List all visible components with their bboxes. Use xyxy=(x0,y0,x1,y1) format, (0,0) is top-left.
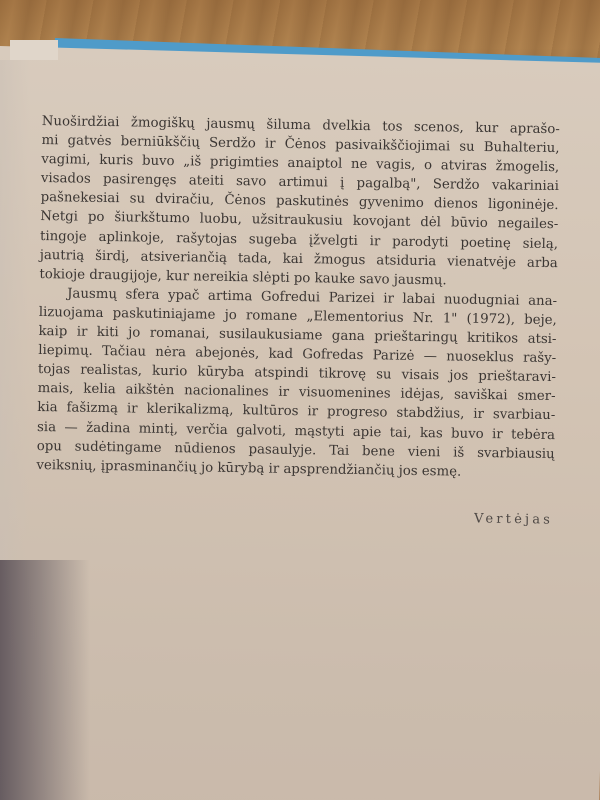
body-text xyxy=(36,112,560,483)
text-line: tojas realistas, kurio kūryba atspindi tikrovę su visais jos prieštaravi- xyxy=(37,362,557,386)
text-line: Nuoširdžiai žmogiškų jausmų šiluma dvelkia tos scenos, kur aprašo- xyxy=(41,113,560,138)
text-line: kaip ir kiti jo romanai, susilaukusiame gana prieštaringų kritikos atsi- xyxy=(38,324,557,348)
text-line: jautrią širdį, atsiveriančią tada, kai žmogus atsiduria vienatvėje arba xyxy=(39,247,558,271)
text-line: sia — žadina mintį, verčia galvoti, mąstyti apie tai, kas buvo ir tebėra xyxy=(36,419,556,443)
text-line: Jausmų sfera ypač artima Gofredui Parizei ir labai nuodugniai ana- xyxy=(67,286,558,309)
text-line: Netgi po šiurkštumo luobu, užsitraukusiu kovojant dėl būvio negailes- xyxy=(40,209,559,233)
text-line: vagimi, kuris buvo „iš prigimties anaiptol ne vagis, o atviras žmogelis, xyxy=(41,152,560,176)
text-line: veiksnių, įprasminančių jo kūrybą ir apsprendžiančių jos esmę. xyxy=(36,457,462,480)
page-corner xyxy=(10,40,58,60)
text-line: tokioje draugijoje, kur nereikia slėpti po kauke savo jausmų. xyxy=(39,266,447,289)
text-line: mi gatvės berniūkščių Serdžo ir Čėnos pasivaikščiojimai su Buhalteriu, xyxy=(41,133,560,157)
text-line: lizuojama paskutiniajame jo romane „Elementorius Nr. 1" (1972), beje, xyxy=(38,304,557,329)
text-line: opu sudėtingame nūdienos pasaulyje. Tai bene vieni iš svarbiausių xyxy=(36,438,555,462)
text-line: kia fašizmą ir klerikalizmą, kultūros ir progreso stabdžius, ir svarbiau- xyxy=(37,400,556,424)
hand-shadow xyxy=(0,560,90,800)
text-line: visados pasirengęs ateiti savo artimui į pagalbą", Serdžo vakariniai xyxy=(40,171,560,195)
text-line: mais, kelia aikštėn nacionalines ir visuomenines idėjas, saviškai smer- xyxy=(37,381,556,405)
text-line: pašnekesiai su dviračiu, Čėnos paskutinės gyvenimo dienos ligoninėje. xyxy=(40,190,559,214)
text-line: tingoje aplinkoje, rašytojas sugeba įžvelgti ir parodyti poetinę sielą, xyxy=(39,228,559,252)
translator-signature: Vertėjas xyxy=(473,511,554,528)
text-line: liepimų. Tačiau nėra abejonės, kad Gofredas Parizė — nuoseklus rašy- xyxy=(38,343,557,367)
